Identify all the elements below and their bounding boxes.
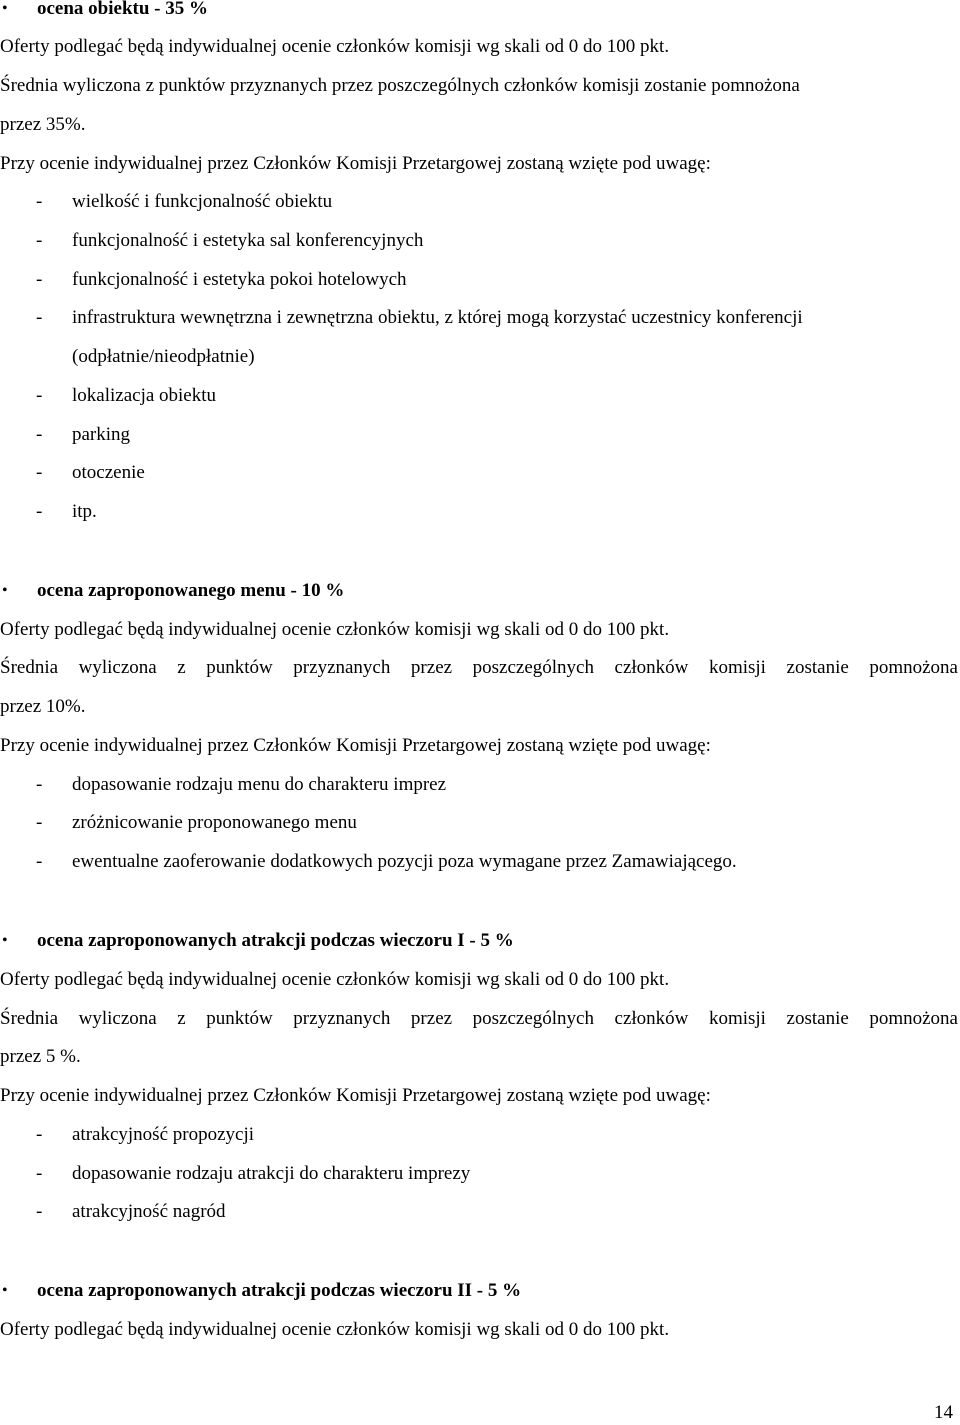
bullet-icon: • <box>2 1282 8 1299</box>
section-title: ocena obiektu - 35 % <box>37 0 208 19</box>
list-item-text: funkcjonalność i estetyka sal konferencyjnych <box>72 230 424 251</box>
bullet-icon: • <box>2 0 8 17</box>
paragraph-line: Średnia wyliczona z punktów przyznanych przez poszczególnych członków komisji zostanie pomnożona <box>0 75 800 96</box>
list-item-text: infrastruktura wewnętrzna i zewnętrzna obiektu, z której mogą korzystać uczestnicy konferencji <box>72 307 803 328</box>
paragraph-line: przez 5 %. <box>0 1046 81 1067</box>
dash-marker: - <box>36 501 43 522</box>
dash-marker: - <box>36 230 43 251</box>
list-item-text: wielkość i funkcjonalność obiektu <box>72 191 333 212</box>
paragraph-line: Średnia wyliczona z punktów przyznanych przez poszczególnych członków komisji zostanie pomnożona <box>0 1008 958 1029</box>
section-title: ocena zaproponowanych atrakcji podczas wieczoru II - 5 % <box>37 1280 522 1301</box>
bullet-icon: • <box>2 582 8 599</box>
list-item-text: itp. <box>72 501 97 522</box>
paragraph-line: przez 10%. <box>0 696 86 717</box>
section-title: ocena zaproponowanego menu - 10 % <box>37 580 345 601</box>
list-item-text: lokalizacja obiektu <box>72 385 217 406</box>
section-title: ocena zaproponowanych atrakcji podczas wieczoru I - 5 % <box>37 930 514 951</box>
paragraph-line: Oferty podlegać będą indywidualnej ocenie członków komisji wg skali od 0 do 100 pkt. <box>0 969 670 990</box>
dash-marker: - <box>36 385 43 406</box>
dash-marker: - <box>36 812 43 833</box>
list-item-text: dopasowanie rodzaju atrakcji do charakteru imprezy <box>72 1163 471 1184</box>
list-item-text: funkcjonalność i estetyka pokoi hotelowych <box>72 269 407 290</box>
list-item-text: atrakcyjność nagród <box>72 1201 226 1222</box>
paragraph-line: Średnia wyliczona z punktów przyznanych przez poszczególnych członków komisji zostanie pomnożona <box>0 657 958 678</box>
dash-marker: - <box>36 1163 43 1184</box>
paragraph-line: Oferty podlegać będą indywidualnej ocenie członków komisji wg skali od 0 do 100 pkt. <box>0 619 670 640</box>
dash-marker: - <box>36 774 43 795</box>
list-item-text: atrakcyjność propozycji <box>72 1124 255 1145</box>
paragraph-line: przez 35%. <box>0 114 86 135</box>
dash-marker: - <box>36 269 43 290</box>
paragraph-line: Przy ocenie indywidualnej przez Członków Komisji Przetargowej zostaną wzięte pod uwagę: <box>0 153 711 174</box>
list-item-text: ewentualne zaoferowanie dodatkowych pozycji poza wymagane przez Zamawiającego. <box>72 851 737 872</box>
bullet-icon: • <box>2 932 8 949</box>
dash-marker: - <box>36 424 43 445</box>
list-item-text: zróżnicowanie proponowanego menu <box>72 812 357 833</box>
dash-marker: - <box>36 191 43 212</box>
list-item-text: dopasowanie rodzaju menu do charakteru imprez <box>72 774 447 795</box>
list-item-text: otoczenie <box>72 462 145 483</box>
dash-marker: - <box>36 1124 43 1145</box>
dash-marker: - <box>36 462 43 483</box>
dash-marker: - <box>36 851 43 872</box>
list-item-text: parking <box>72 424 131 445</box>
paragraph-line: Przy ocenie indywidualnej przez Członków Komisji Przetargowej zostaną wzięte pod uwagę: <box>0 735 711 756</box>
dash-marker: - <box>36 307 43 328</box>
paragraph-line: Oferty podlegać będą indywidualnej ocenie członków komisji wg skali od 0 do 100 pkt. <box>0 1319 670 1340</box>
paragraph-line: Oferty podlegać będą indywidualnej ocenie członków komisji wg skali od 0 do 100 pkt. <box>0 36 670 57</box>
list-item-text: (odpłatnie/nieodpłatnie) <box>72 346 255 367</box>
dash-marker: - <box>36 1201 43 1222</box>
paragraph-line: Przy ocenie indywidualnej przez Członków Komisji Przetargowej zostaną wzięte pod uwagę: <box>0 1085 711 1106</box>
page-number: 14 <box>934 1402 953 1423</box>
